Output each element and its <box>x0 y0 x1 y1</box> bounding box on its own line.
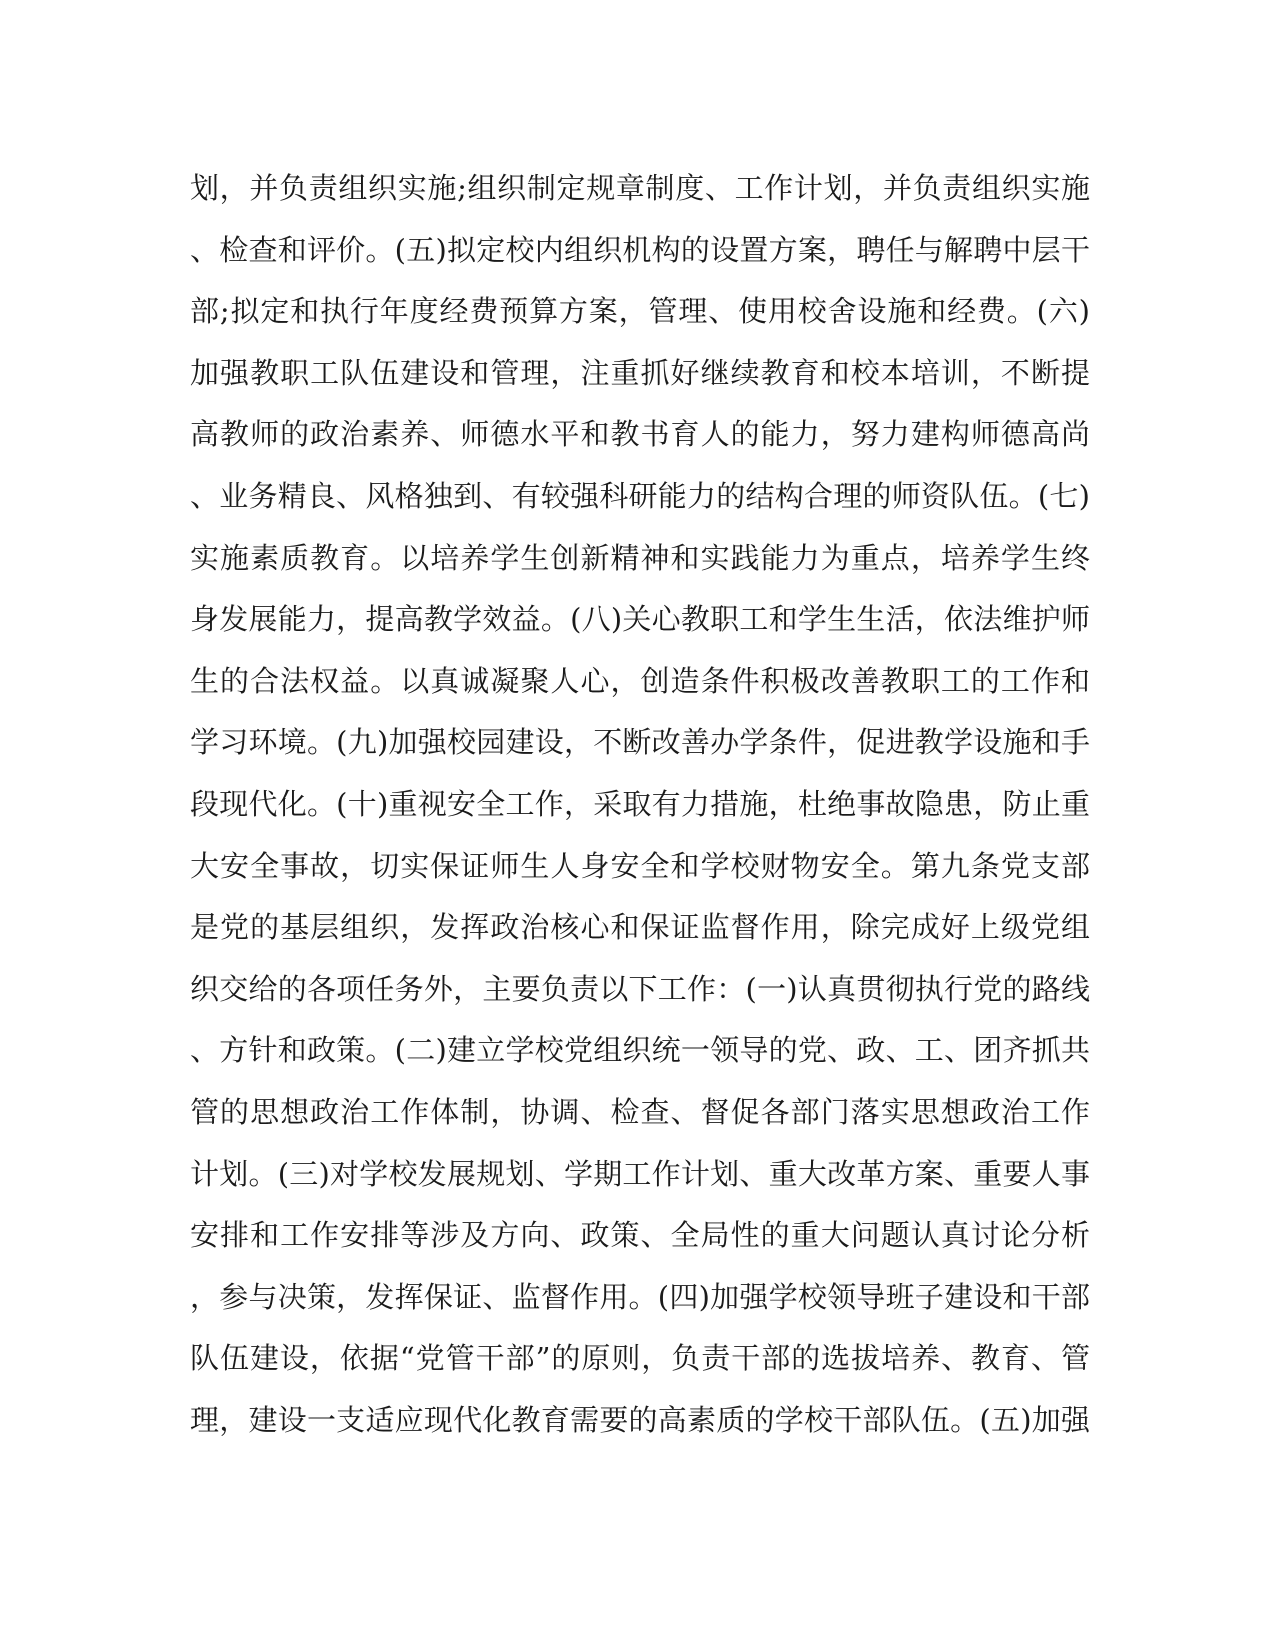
text-line: 生的合法权益。以真诚凝聚人心，创造条件积极改善教职工的工作和 <box>190 663 1090 698</box>
text-line: 、业务精良、风格独到、有较强科研能力的结构合理的师资队伍。(七) <box>190 478 1090 513</box>
text-line: 管的思想政治工作体制，协调、检查、督促各部门落实思想政治工作 <box>190 1094 1090 1129</box>
text-line: 高教师的政治素养、师德水平和教书育人的能力，努力建构师德高尚 <box>190 417 1090 452</box>
text-line: 身发展能力，提高教学效益。(八)关心教职工和学生生活，依法维护师 <box>190 602 1090 637</box>
text-line: 是党的基层组织，发挥政治核心和保证监督作用，除完成好上级党组 <box>190 910 1090 945</box>
text-line: 织交给的各项任务外，主要负责以下工作：(一)认真贯彻执行党的路线 <box>190 971 1090 1006</box>
text-line: 段现代化。(十)重视安全工作，采取有力措施，杜绝事故隐患，防止重 <box>190 786 1090 821</box>
text-line: 、方针和政策。(二)建立学校党组织统一领导的党、政、工、团齐抓共 <box>190 1033 1090 1068</box>
text-line: 理，建设一支适应现代化教育需要的高素质的学校干部队伍。(五)加强 <box>190 1402 1090 1437</box>
text-line: 安排和工作安排等涉及方向、政策、全局性的重大问题认真讨论分析 <box>190 1218 1090 1253</box>
text-line: 部;拟定和执行年度经费预算方案，管理、使用校舍设施和经费。(六) <box>190 294 1090 329</box>
text-line: 、检查和评价。(五)拟定校内组织机构的设置方案，聘任与解聘中层干 <box>190 232 1090 267</box>
text-line: 计划。(三)对学校发展规划、学期工作计划、重大改革方案、重要人事 <box>190 1156 1090 1191</box>
text-line: ，参与决策，发挥保证、监督作用。(四)加强学校领导班子建设和干部 <box>190 1279 1090 1314</box>
text-line: 队伍建设，依据“党管干部”的原则，负责干部的选拔培养、教育、管 <box>190 1341 1090 1376</box>
body-text <box>190 158 1090 1451</box>
text-line: 学习环境。(九)加强校园建设，不断改善办学条件，促进教学设施和手 <box>190 725 1090 760</box>
text-line: 大安全事故，切实保证师生人身安全和学校财物安全。第九条党支部 <box>190 848 1090 883</box>
text-line: 加强教职工队伍建设和管理，注重抓好继续教育和校本培训，不断提 <box>190 355 1090 390</box>
text-line: 实施素质教育。以培养学生创新精神和实践能力为重点，培养学生终 <box>190 540 1090 575</box>
text-line: 划，并负责组织实施;组织制定规章制度、工作计划，并负责组织实施 <box>190 171 1090 205</box>
